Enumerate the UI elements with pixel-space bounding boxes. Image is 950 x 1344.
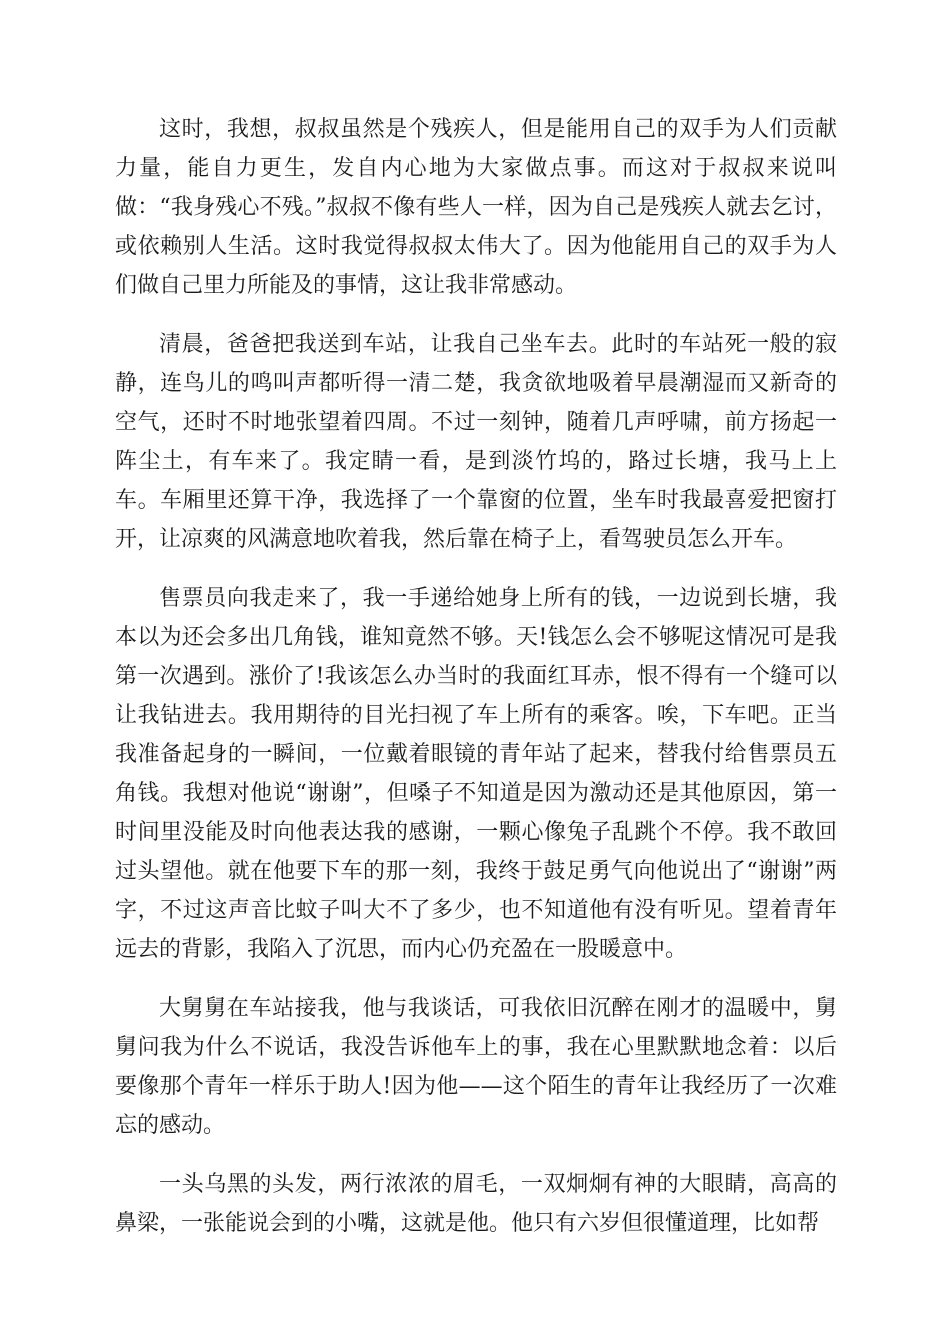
paragraph-4: 大舅舅在车站接我，他与我谈话，可我依旧沉醉在刚才的温暖中，舅舅问我为什么不说话，我没告诉他车上的事，我在心里默默地念着：以后要像那个青年一样乐于助人!因为他——这个陌生的青年让我经历了一次难忘的感动。 (115, 996, 837, 1138)
paragraph-2: 清晨，爸爸把我送到车站，让我自己坐车去。此时的车站死一般的寂静，连鸟儿的鸣叫声都听得一清二楚，我贪欲地吸着早晨潮湿而又新奇的空气，还时不时地张望着四周。不过一刻钟，随着几声呼啸，前方扬起一阵尘土，有车来了。我定睛一看，是到淡竹坞的，路过长塘，我马上上车。车厢里还算干净，我选择了一个靠窗的位置，坐车时我最喜爱把窗打开，让凉爽的风满意地吹着我，然后靠在椅子上，看驾驶员怎么开车。 (115, 332, 837, 552)
document-body (115, 110, 837, 1243)
paragraph-1: 这时，我想，叔叔虽然是个残疾人，但是能用自己的双手为人们贡献力量，能自力更生，发自内心地为大家做点事。而这对于叔叔来说叫做：“我身残心不残。”叔叔不像有些人一样，因为自己是残疾人就去乞讨，或依赖别人生活。这时我觉得叔叔太伟大了。因为他能用自己的双手为人们做自己里力所能及的事情，这让我非常感动。 (115, 117, 837, 298)
paragraph-3: 售票员向我走来了，我一手递给她身上所有的钱，一边说到长塘，我本以为还会多出几角钱，谁知竟然不够。天!钱怎么会不够呢这情况可是我第一次遇到。涨价了!我该怎么办当时的我面红耳赤，恨不得有一个缝可以让我钻进去。我用期待的目光扫视了车上所有的乘客。唉，下车吧。正当我准备起身的一瞬间，一位戴着眼镜的青年站了起来，替我付给售票员五角钱。我想对他说“谢谢”，但嗓子不知道是因为激动还是其他原因，第一时间里没能及时向他表达我的感谢，一颗心像兔子乱跳个不停。我不敢回过头望他。就在他要下车的那一刻，我终于鼓足勇气向他说出了“谢谢”两字，不过这声音比蚊子叫大不了多少，也不知道他有没有听见。望着青年远去的背影，我陷入了沉思，而内心仍充盈在一股暖意中。 (115, 586, 837, 962)
paragraph-5: 一头乌黑的头发，两行浓浓的眉毛，一双炯炯有神的大眼睛，高高的鼻梁，一张能说会到的小嘴，这就是他。他只有六岁但很懂道理，比如帮 (115, 1172, 837, 1236)
